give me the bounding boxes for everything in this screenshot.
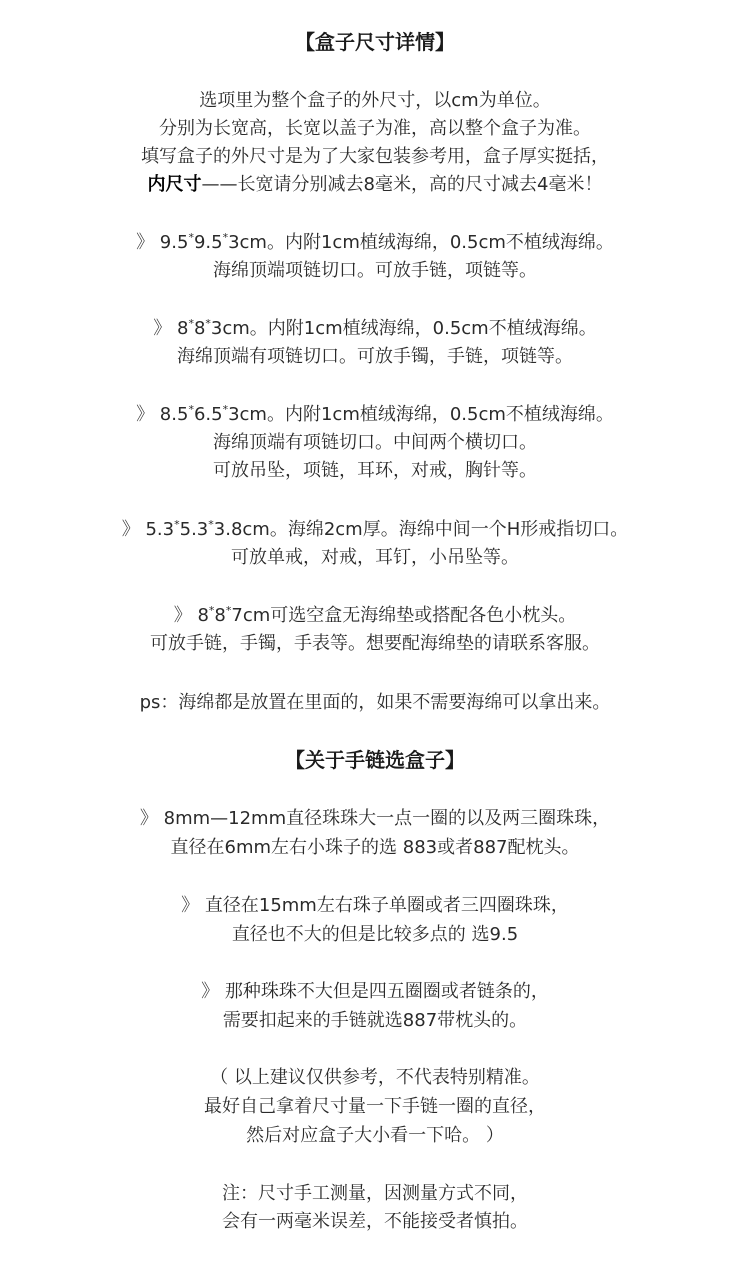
option-4-marker: 》 — [121, 519, 140, 540]
option-5-first-line — [0, 604, 750, 628]
option-5-line-2: 可放手链，手镯，手表等。想要配海绵垫的请联系客服。 — [150, 633, 600, 654]
option-2-line-2: 海绵顶端有项链切口。可放手镯，手链，项链等。 — [177, 346, 573, 367]
option-2-dim-3: 3cm — [210, 318, 250, 339]
option-3-star-1: * — [188, 403, 194, 416]
intro-line-1: 选项里为整个盒子的外尺寸，以cm为单位。 — [199, 90, 551, 111]
option-3-desc: 。内附1cm植绒海绵，0.5cm不植绒海绵。 — [266, 404, 614, 425]
option-1-dim-3: 3cm — [228, 232, 267, 253]
option-4-star-1: * — [174, 518, 180, 531]
option-2-star-2: * — [205, 317, 211, 330]
tip-1-line-2: 直径在6mm左右小珠子的选 883或者887配枕头。 — [170, 837, 580, 858]
option-1-star-1: * — [188, 231, 194, 244]
disclaimer-line-2: 最好自己拿着尺寸量一下手链一圈的直径， — [204, 1096, 546, 1117]
option-2-dim-1: 8 — [176, 318, 189, 339]
tip-3-line-2: 需要扣起来的手链就选887带枕头的。 — [222, 1010, 528, 1031]
option-5-star-1: * — [208, 604, 215, 617]
ps-note: ps：海绵都是放置在里面的，如果不需要海绵可以拿出来。 — [139, 692, 611, 713]
option-4-first-line — [0, 518, 750, 542]
option-5-dim-2: 8 — [214, 605, 226, 626]
intro-line-3: 填写盒子的外尺寸是为了大家包装参考用，盒子厚实挺括， — [141, 146, 609, 167]
option-3-marker: 》 — [136, 404, 155, 425]
tip-3-line-1: 》 那种珠珠不大但是四五圈圈或者链条的， — [201, 981, 549, 1002]
option-2-star-1: * — [188, 317, 194, 330]
tip-2-line-2: 直径也不大的但是比较多点的 选9.5 — [231, 924, 519, 945]
bracelet-guide-heading: 【关于手链选盒子】 — [285, 748, 465, 772]
option-4-dim-2: 5.3 — [179, 519, 209, 540]
option-4-desc: 。海绵2cm厚。海绵中间一个H形戒指切口。 — [269, 519, 629, 540]
option-5-marker: 》 — [173, 605, 192, 626]
inner-size-text: ——长宽请分别减去8毫米，高的尺寸减去4毫米！ — [201, 174, 603, 195]
option-5-dim-3: 7cm — [231, 605, 271, 626]
option-1-dim-1: 9.5 — [159, 232, 189, 253]
tip-1-line-1: 》 8mm—12mm直径珠珠大一点一圈的以及两三圈珠珠， — [139, 808, 611, 829]
size-details-heading: 【盒子尺寸详情】 — [295, 30, 455, 54]
inner-size-note — [0, 173, 750, 197]
tip-2-line-1: 》 直径在15mm左右珠子单圈或者三四圈珠珠， — [181, 895, 569, 916]
option-1-dim-2: 9.5 — [193, 232, 223, 253]
disclaimer-line-3: 然后对应盒子大小看一下哈。 ） — [246, 1125, 504, 1146]
option-1-line-2: 海绵顶端项链切口。可放手链，项链等。 — [213, 260, 537, 281]
option-4-dim-3: 3.8cm — [213, 519, 270, 540]
option-3-dim-3: 3cm — [228, 404, 267, 425]
option-2-dim-2: 8 — [193, 318, 206, 339]
option-1-first-line — [0, 231, 750, 255]
option-3-first-line — [0, 403, 750, 427]
option-5-dim-1: 8 — [197, 605, 209, 626]
note-line-2: 会有一两毫米误差，不能接受者慎拍。 — [222, 1211, 528, 1232]
option-3-dim-2: 6.5 — [193, 404, 223, 425]
intro-line-2: 分别为长宽高，长宽以盖子为准，高以整个盒子为准。 — [159, 118, 591, 139]
inner-size-label: 内尺寸 — [147, 174, 202, 195]
option-2-desc: 。内附1cm植绒海绵，0.5cm不植绒海绵。 — [249, 318, 597, 339]
option-1-marker: 》 — [136, 232, 155, 253]
option-3-star-2: * — [222, 403, 229, 416]
option-3-line-3: 可放吊坠，项链，耳环，对戒，胸针等。 — [213, 460, 537, 481]
option-3-dim-1: 8.5 — [159, 404, 189, 425]
option-1-desc: 。内附1cm植绒海绵，0.5cm不植绒海绵。 — [266, 232, 614, 253]
option-2-marker: 》 — [153, 318, 172, 339]
option-3-line-2: 海绵顶端有项链切口。中间两个横切口。 — [213, 432, 537, 453]
option-5-desc: 可选空盒无海绵垫或搭配各色小枕头。 — [270, 605, 577, 626]
option-4-star-2: * — [208, 518, 214, 531]
option-4-line-2: 可放单戒，对戒，耳钉，小吊坠等。 — [231, 547, 519, 568]
option-2-first-line — [0, 317, 750, 341]
note-line-1: 注：尺寸手工测量，因测量方式不同， — [222, 1183, 528, 1204]
option-1-star-2: * — [222, 231, 229, 244]
disclaimer-line-1: （ 以上建议仅供参考，不代表特别精准。 — [210, 1067, 540, 1088]
option-5-star-2: * — [225, 604, 232, 617]
option-4-dim-1: 5.3 — [145, 519, 175, 540]
